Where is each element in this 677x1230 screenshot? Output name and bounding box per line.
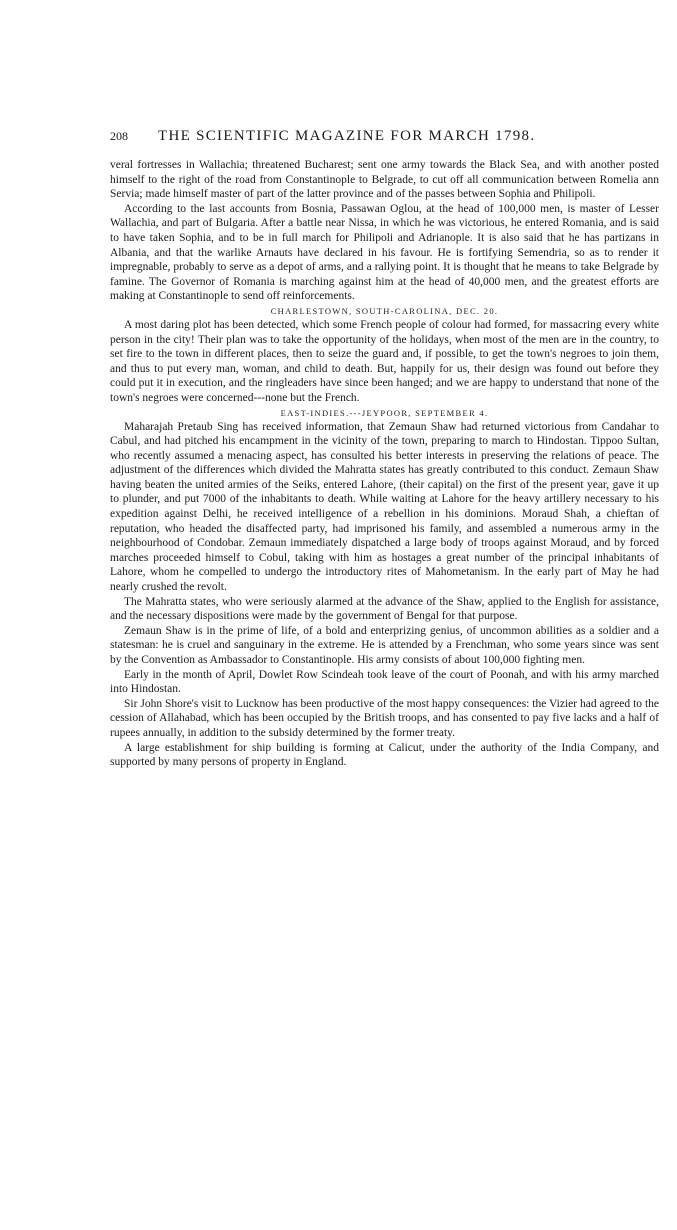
- running-title: THE SCIENTIFIC MAGAZINE FOR MARCH 1798.: [158, 128, 536, 144]
- paragraph-mahratta: The Mahratta states, who were seriously alarmed at the advance of the Shaw, applied to the English for assistance, and the necessary dispositions were made by the government of Bengal for that purpose.: [110, 595, 659, 623]
- paragraph-calicut: A large establishment for ship building is forming at Calicut, under the authority of the India Company, and supported by many persons of property in England.: [110, 741, 659, 769]
- dateline-east-indies: EAST-INDIES.---JEYPOOR, SEPTEMBER 4.: [280, 407, 489, 418]
- paragraph-continued: veral fortresses in Wallachia; threatened Bucharest; sent one army towards the Black Sea, and with another posted himself to the right of the road from Constantinople to Belgrade, to cut off all communication between Romelia ann Servia; made himself master of part of the latter province and of the passes between Sophia and Philipoli.: [110, 159, 659, 201]
- paragraph-scindeah: Early in the month of April, Dowlet Row Scindeah took leave of the court of Poonah, and with his army marched into Hindostan.: [110, 668, 659, 696]
- article-body: [110, 158, 659, 770]
- paragraph-lucknow: Sir John Shore's visit to Lucknow has been productive of the most happy consequences: the Vizier had agreed to the cession of Allahabad, which has been occupied by the British troops, and has consented to pay five lacks and a half of rupees annually, in addition to the subsidy determined by the former treaty.: [110, 697, 659, 739]
- paragraph-bosnia: According to the last accounts from Bosnia, Passawan Oglou, at the head of 100,000 men, is master of Lesser Wallachia, and part of Bulgaria. After a battle near Nissa, in which he was victorious, he entered Romania, and is said to have taken Sophia, and to be in full march for Philipoli and Adrianople. It is also said that he has partizans in Albania, and that the warlike Arnauts have declared in his favour. He is fortifying Semendria, so as to render it impregnable, probably to serve as a depot of arms, and a rallying point. It is thought that he means to take Belgrade by famine. The Governor of Romania is marching against him at the head of 40,000 men, and the greatest efforts are making at Constantinople to send off reinforcements.: [110, 202, 659, 303]
- paragraph-zemaun: Zemaun Shaw is in the prime of life, of a bold and enterprizing genius, of uncommon abilities as a soldier and a statesman: he is cruel and sanguinary in the extreme. He is attended by a Frenchman, who some years since was sent by the Convention as Ambassador to Constantinople. His army consists of about 100,000 fighting men.: [110, 624, 659, 666]
- paragraph-plot: A most daring plot has been detected, which some French people of colour had formed, for massacring every white person in the city! Their plan was to take the opportunity of the holidays, when most of the men are in the country, to set fire to the town in different places, then to seize the guard and, if possible, to get the town's negroes to join them, and thus to put every man, woman, and child to death. But, happily for us, their design was found out before they could put it in execution, and the ringleaders have since been hanged; and we are happy to understand that none of the town's negroes were concerned---none but the French.: [110, 318, 659, 404]
- paragraph-maharajah: Maharajah Pretaub Sing has received information, that Zemaun Shaw had returned victorious from Candahar to Cabul, and had pitched his encampment in the vicinity of the town, preparing to march to Hindostan. Tippoo Sultan, who recently assumed a menacing aspect, has consulted his better interests in preserving the relations of peace. The adjustment of the differences which divided the Mahratta states has greatly contributed to this conduct. Zemaun Shaw having beaten the united armies of the Seiks, entered Lahore, (their capital) on the first of the present year, gave it up to plunder, and put 7000 of the inhabitants to death. While waiting at Lahore for the heavy artillery necessary to his expedition against Delhi, he received intelligence of a rebellion in his dominions. Moraud Shah, a chieftan of reputation, who headed the disaffected party, had imprisoned his family, and assembled a numerous army in the neighbourhood of Condobar. Zemaun immediately dispatched a large body of troops against Moraud, and by forced marches proceeded himself to Cobul, taking with him as hostages a great number of the principal inhabitants of Lahore, whom he compelled to undergo the introductory rites of Mahometanism. In the early part of May he had nearly crushed the revolt.: [110, 420, 659, 594]
- page-header: [110, 128, 659, 158]
- page-number: 208: [110, 129, 128, 143]
- dateline-charlestown: CHARLESTOWN, SOUTH-CAROLINA, DEC. 20.: [270, 305, 499, 316]
